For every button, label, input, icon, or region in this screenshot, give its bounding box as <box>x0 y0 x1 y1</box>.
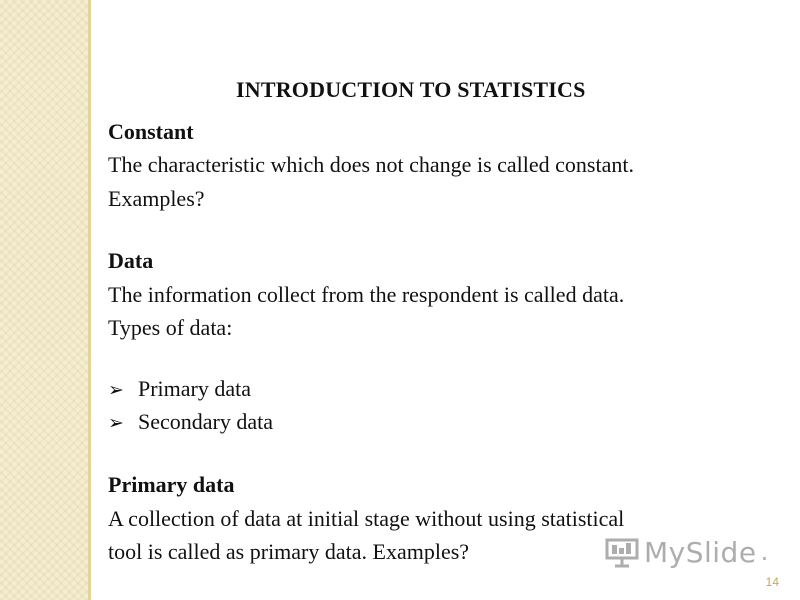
bullet-label: Secondary data <box>138 409 273 434</box>
section-heading-data: Data <box>108 248 154 273</box>
section-heading-constant: Constant <box>108 119 194 144</box>
section-line: Types of data: <box>108 315 233 340</box>
page-number: 14 <box>765 575 779 589</box>
section-line: tool is called as primary data. Examples? <box>108 539 470 564</box>
section-heading-primary-data: Primary data <box>108 472 235 497</box>
bullet-item <box>108 407 273 438</box>
bullet-label: Primary data <box>138 376 252 401</box>
arrow-bullet-icon: ➢ <box>108 379 124 401</box>
arrow-bullet-icon: ➢ <box>108 412 124 434</box>
watermark-dot: . <box>760 538 769 566</box>
presentation-screen-icon <box>604 534 640 570</box>
watermark-text: MySlide <box>644 535 757 569</box>
section-line: The characteristic which does not change is called constant. <box>108 152 634 177</box>
bullet-item <box>108 374 251 405</box>
decorative-sidebar <box>0 0 88 600</box>
sidebar-divider <box>88 0 91 600</box>
section-line: The information collect from the respondent is called data. <box>108 282 625 307</box>
watermark-logo <box>604 534 769 570</box>
slide-title: INTRODUCTION TO STATISTICS <box>236 77 586 102</box>
section-line: Examples? <box>108 186 205 211</box>
section-line: A collection of data at initial stage without using statistical <box>108 506 625 531</box>
